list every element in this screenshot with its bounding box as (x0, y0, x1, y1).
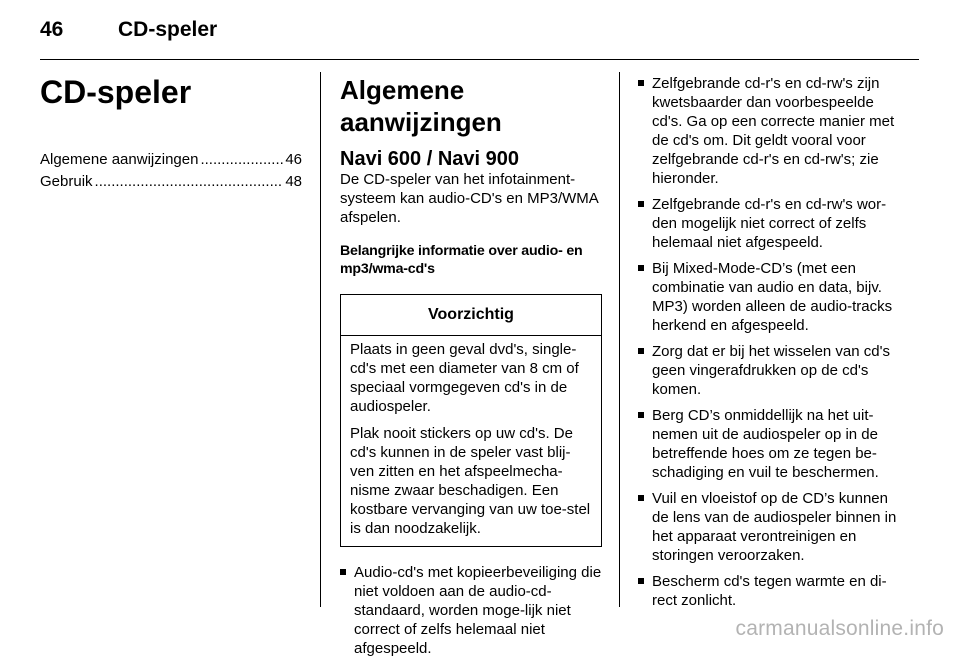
toc-entry[interactable] (40, 171, 302, 193)
toc-entry[interactable] (40, 149, 302, 171)
square-bullet-icon (340, 569, 346, 575)
bullet-list (340, 563, 602, 658)
list-item-text: Bescherm cd's tegen warmte en di-rect zonlicht. (652, 573, 887, 609)
list-item-text: Zorg dat er bij het wisselen van cd's geen vingerafdrukken op de cd's komen. (652, 343, 890, 398)
square-bullet-icon (638, 265, 644, 271)
list-item (638, 74, 902, 188)
list-item-text: Audio-cd's met kopieerbeveiliging die niet voldoen aan de audio-cd-standaard, worden moge-lijk niet correct of zelfs helemaal niet afgespeeld. (354, 564, 602, 657)
watermark: carmanualsonline.info (735, 617, 944, 640)
list-item-text: Berg CD’s onmiddellijk na het uit-nemen uit de audiospeler op in de betreffende hoes om ze tegen be-schadiging en vuil te beschermen. (652, 407, 879, 481)
caution-paragraph: Plaats in geen geval dvd's, single-cd's met een diameter van 8 cm of speciaal vormgegeven cd's in de audiospeler. (350, 341, 579, 415)
toc-leader-dots (95, 171, 284, 193)
square-bullet-icon (638, 495, 644, 501)
table-of-contents (40, 149, 302, 193)
square-bullet-icon (638, 578, 644, 584)
column-1 (40, 74, 302, 193)
column-3 (638, 74, 902, 610)
caution-body (341, 336, 601, 546)
square-bullet-icon (638, 201, 644, 207)
section-subtitle: Navi 600 / Navi 900 (340, 148, 520, 170)
header-rule (40, 59, 919, 60)
toc-entry-label: Gebruik (40, 173, 93, 190)
toc-entry-page: 46 (285, 151, 302, 168)
caution-box (340, 294, 602, 547)
list-item-text: Zelfgebrande cd-r's en cd-rw's wor-den mogelijk niet correct of zelfs helemaal niet afgespeeld. (652, 196, 887, 251)
toc-entry-page: 48 (285, 173, 302, 190)
list-item-text: Bij Mixed-Mode-CD’s (met een combinatie van audio en data, bijv. MP3) worden alleen de audio-tracks herkend en afgespeeld. (652, 260, 893, 334)
list-item-text: Vuil en vloeistof op de CD’s kunnen de lens van de audiospeler binnen in het apparaat verontreinigen en storingen veroorzaken. (652, 490, 897, 564)
square-bullet-icon (638, 348, 644, 354)
page-header (40, 18, 920, 48)
column-2 (340, 74, 602, 658)
square-bullet-icon (638, 412, 644, 418)
square-bullet-icon (638, 80, 644, 86)
list-item (638, 572, 902, 610)
list-item (638, 489, 902, 565)
toc-entry-label: Algemene aanwijzingen (40, 151, 199, 168)
list-item (638, 342, 902, 399)
toc-leader-dots (200, 149, 283, 171)
important-heading: Belangrijke informatie over audio- en mp3/wma-cd's (340, 243, 583, 277)
caution-paragraph: Plak nooit stickers op uw cd's. De cd's kunnen in de speler vast blij-ven zitten en het afspeelmecha-nisme zwaar beschadigen. Een kostbare vervanging van uw toe-stel is dan noodzakelijk. (350, 425, 591, 537)
bullet-list (638, 74, 902, 610)
section-title: Algemene aanwijzingen (340, 75, 502, 137)
running-title: CD-speler (118, 18, 218, 41)
list-item (638, 195, 902, 252)
chapter-title: CD-speler (40, 74, 192, 110)
intro-paragraph: De CD-speler van het infotainment-systeem kan audio-CD's en MP3/WMA afspelen. (340, 171, 598, 226)
column-divider-1 (320, 72, 321, 607)
caution-title: Voorzichtig (341, 295, 601, 336)
page-number: 46 (40, 18, 64, 41)
list-item (638, 259, 902, 335)
list-item (638, 406, 902, 482)
column-divider-2 (619, 72, 620, 607)
list-item (340, 563, 602, 658)
list-item-text: Zelfgebrande cd-r's en cd-rw's zijn kwetsbaarder dan voorbespeelde cd's. Ga op een correcte manier met de cd's om. Dit geldt vooral voor zelfgebrande cd-r's en cd-rw's; zie hieronder. (652, 75, 895, 187)
